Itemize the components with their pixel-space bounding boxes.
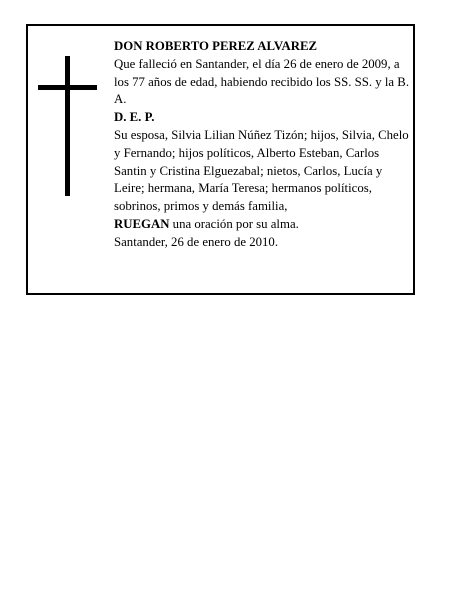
prayer-request <box>114 216 410 234</box>
prayer-request-text: una oración por su alma. <box>169 216 299 231</box>
place-and-date: Santander, 26 de enero de 2010. <box>114 234 279 249</box>
deceased-name: DON ROBERTO PEREZ ALVAREZ <box>114 39 318 53</box>
prayer-request-verb: RUEGAN <box>114 216 170 231</box>
family-list: Su esposa, Silvia Lilian Núñez Tizón; hijos, Silvia, Chelo y Fernando; hijos políticos, Alberto Esteban, Carlos Santin y Cristina Elguezabal; nietos, Carlos, Lucía y Leire; hermana, María Teresa; hermanos políticos, sobrinos, primos y demás familia, <box>114 127 409 214</box>
death-statement: Que falleció en Santander, el día 26 de enero de 2009, a los 77 años de edad, habiendo recibido los SS. SS. y la B. A. <box>114 56 410 107</box>
cross-vertical-bar <box>65 56 70 196</box>
cross-horizontal-bar <box>38 85 97 90</box>
obituary-text <box>114 38 410 252</box>
dep-abbreviation: D. E. P. <box>114 110 155 125</box>
